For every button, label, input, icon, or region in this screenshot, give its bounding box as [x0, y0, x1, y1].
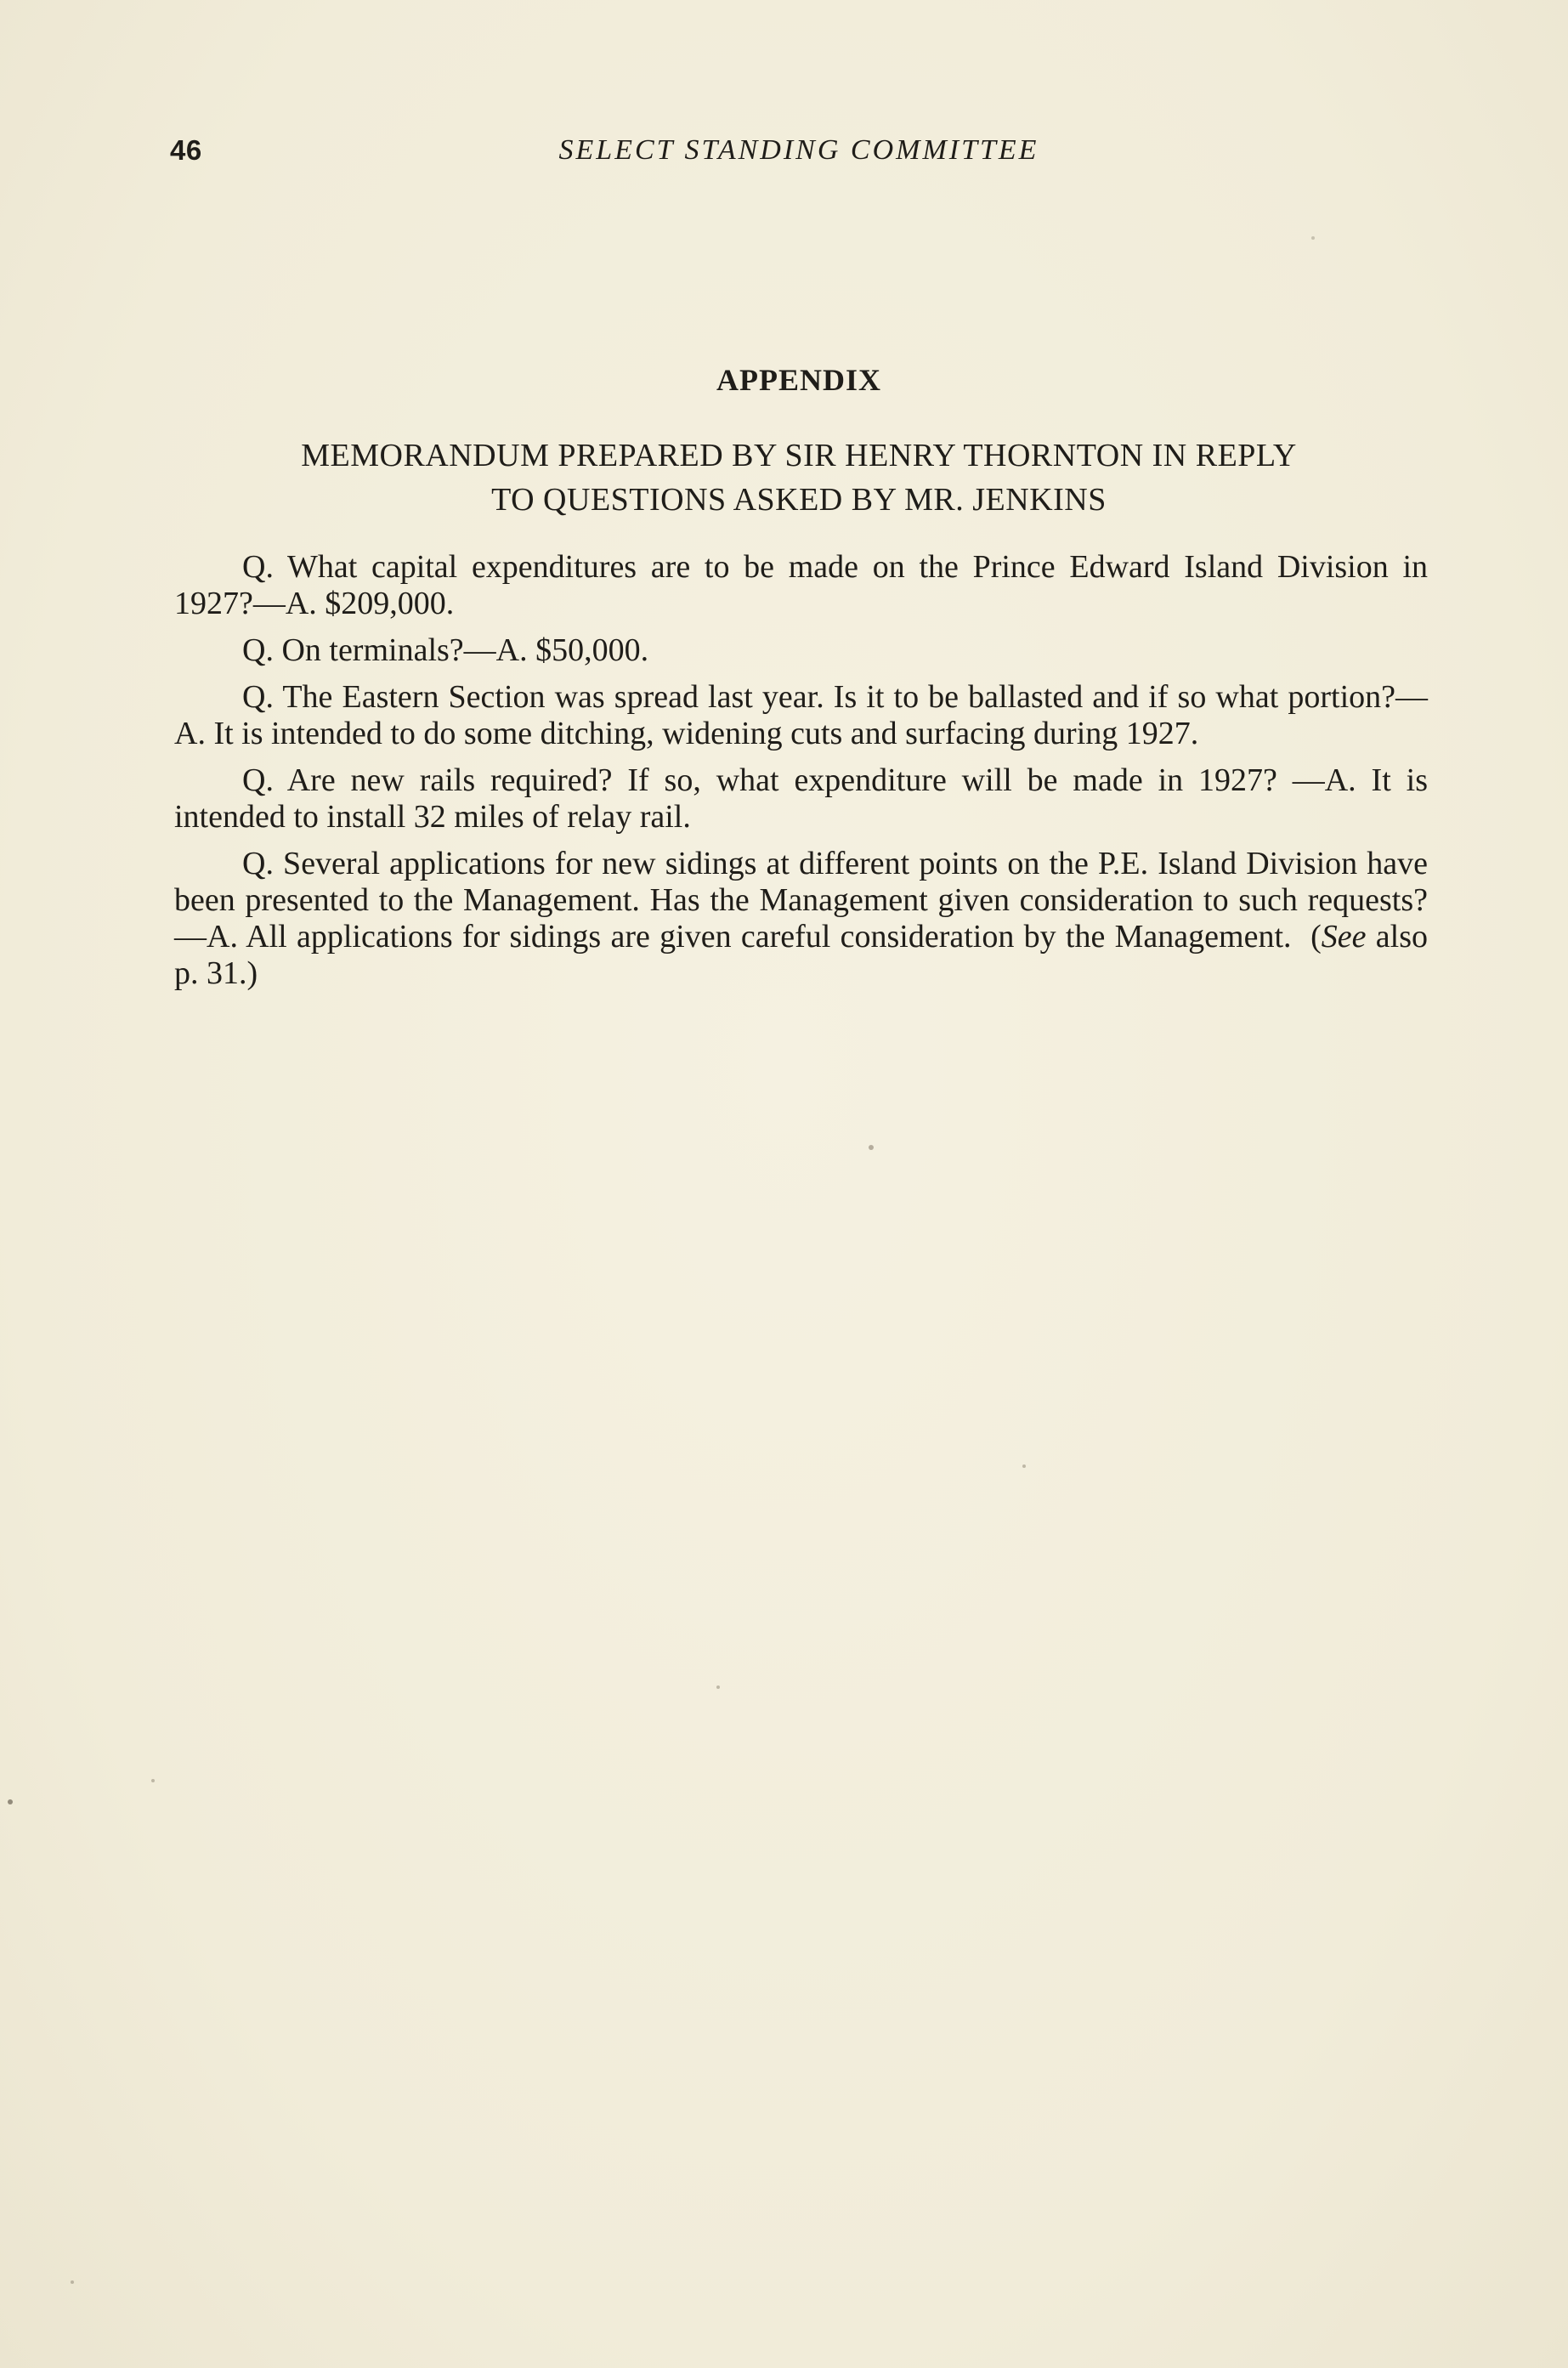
- qa-paragraph: Q. The Eastern Section was spread last year. Is it to be ballasted and if so what portion?—A. It is intended to do some ditching, widening cuts and surfacing during 1927.: [174, 679, 1428, 751]
- reference-rest: also p. 31.): [174, 919, 1429, 991]
- page-number: 46: [170, 134, 202, 166]
- running-title: SELECT STANDING COMMITTEE: [558, 134, 1039, 166]
- reference-open: (: [1310, 919, 1322, 955]
- memorandum-title-line-2: TO QUESTIONS ASKED BY MR. JENKINS: [491, 482, 1107, 518]
- reference-see: See: [1321, 919, 1367, 955]
- appendix-heading: APPENDIX: [716, 363, 881, 397]
- qa-text: Q. Several applications for new sidings at different points on the P.E. Island Division have been presented to the Management. Has the Management given consideration to such requests?—A. All applications for sidings are given careful consideration by the Management.: [174, 846, 1428, 955]
- qa-paragraph: Q. What capital expenditures are to be made on the Prince Edward Island Division in 1927?—A. $209,000.: [174, 549, 1428, 621]
- memorandum-title-line-1: MEMORANDUM PREPARED BY SIR HENRY THORNTON IN REPLY: [301, 438, 1297, 473]
- qa-paragraph: Q. On terminals?—A. $50,000.: [242, 632, 649, 668]
- qa-paragraph: Q. Are new rails required? If so, what expenditure will be made in 1927? —A. It is intended to install 32 miles of relay rail.: [174, 762, 1428, 835]
